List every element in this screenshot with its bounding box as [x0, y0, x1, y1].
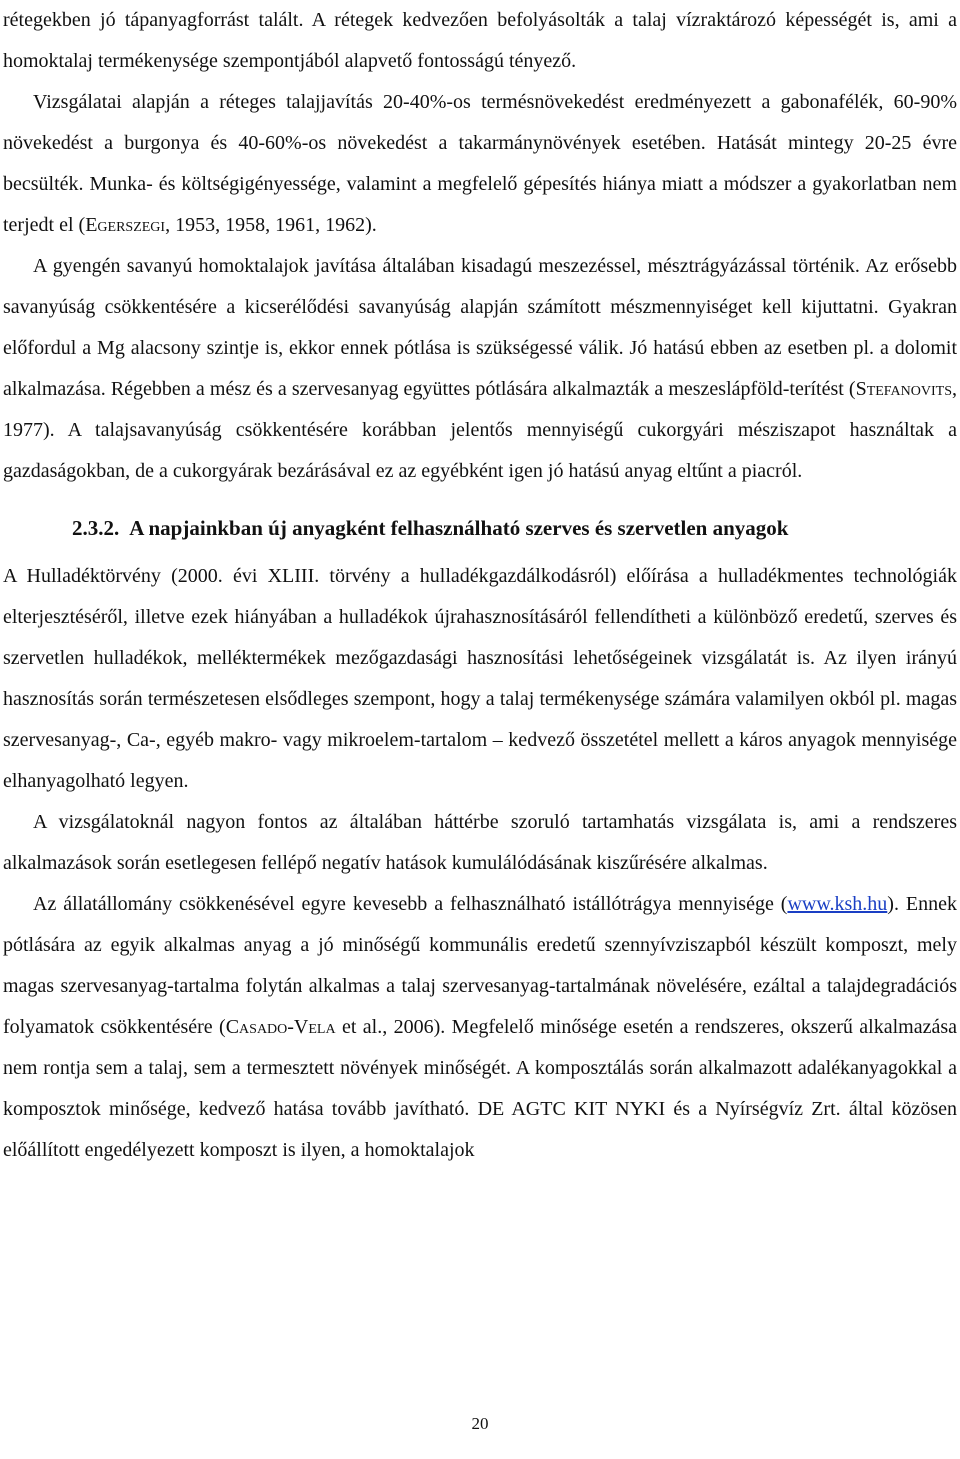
paragraph-6-text-end: et al., 2006). Megfelelő minősége esetén a rendszeres, okszerű alkalmazása nem rontja sem a talaj, sem a termesztett növények minőségét. A komposztálás során alkalmazott adalékanyagokkal a komposztok minősége, kedvező hatása tovább javítható. DE AGTC KIT NYKI és a Nyírségvíz Zrt. által közösen előállított engedélyezett komposzt is ilyen, a homoktalajok — [3, 1016, 957, 1161]
paragraph-2-text-end: , 1953, 1958, 1961, 1962). — [165, 214, 377, 236]
paragraph-3-text-end: , 1977). A talajsavanyúság csökkentésére korábban jelentős mennyiségű cukorgyári mésziszapot használtak a gazdaságokban, de a cukorgyárak bezárásával ez az egyébként igen jó hatású anyag eltűnt a piacról. — [3, 378, 957, 482]
section-title: A napjainkban új anyagként felhasználható szerves és szervetlen anyagok — [129, 516, 789, 540]
paragraph-6-text-mid: ). Ennek pótlására az egyik alkalmas anyag a jó minőségű kommunális eredetű szennyívziszapból készült komposzt, mely magas szervesanyag-tartalma folytán alkalmas a talaj szervesanyag-tartalmának növelésére, ezáltal a talajdegradációs folyamatok csökkentésére ( — [3, 893, 957, 1038]
paragraph-6 — [3, 884, 957, 1171]
paragraph-1 — [3, 0, 957, 82]
citation-author: Stefanovits — [855, 378, 952, 400]
paragraph-4 — [3, 556, 957, 802]
citation-author: Casado-Vela — [225, 1016, 336, 1038]
paragraph-2-text: Vizsgálatai alapján a réteges talajjavítás 20-40%-os termésnövekedést eredményezett a gabonafélék, 60-90% növekedést a burgonya és 40-60%-os növekedést a takarmánynövények esetében. Hatását mintegy 20-25 évre becsülték. Munka- és költségigényessége, valamint a megfelelő gépesítés hiánya miatt a módszer a gyakorlatban nem terjedt el ( — [3, 91, 957, 236]
citation-author: Egerszegi — [85, 214, 166, 236]
paragraph-5-text: A vizsgálatoknál nagyon fontos az általában háttérbe szoruló tartamhatás vizsgálata is, ami a rendszeres alkalmazások során esetlegesen fellépő negatív hatások kumulálódásának kiszűrésére alkalmas. — [3, 811, 957, 874]
paragraph-4-text: A Hulladéktörvény (2000. évi XLIII. törvény a hulladékgazdálkodásról) előírása a hulladékmentes technológiák elterjesztéséről, illetve ezek hiányában a hulladékok újrahasznosításáról fellendítheti a különböző eredetű, szerves és szervetlen hulladékok, melléktermékek mezőgazdasági hasznosítási lehetőségeinek vizsgálatát is. Az ilyen irányú hasznosítás során természetesen elsődleges szempont, hogy a talaj termékenysége számára valamilyen okból pl. magas szervesanyag-, Ca-, egyéb makro- vagy mikroelem-tartalom – kedvező összetétel mellett a káros anyagok mennyisége elhanyagolható legyen. — [3, 565, 957, 792]
ksh-link[interactable]: www.ksh.hu — [787, 893, 888, 915]
paragraph-6-text: Az állatállomány csökkenésével egyre kevesebb a felhasználható istállótrágya mennyisége ( — [33, 893, 788, 915]
paragraph-3 — [3, 246, 957, 492]
section-number: 2.3.2. — [72, 516, 120, 540]
section-heading — [3, 510, 957, 546]
paragraph-1-text: rétegekben jó tápanyagforrást talált. A rétegek kedvezően befolyásolták a talaj vízraktározó képességét is, ami a homoktalaj termékenysége szempontjából alapvető fontosságú tényező. — [3, 9, 957, 72]
paragraph-5 — [3, 802, 957, 884]
page-number: 20 — [471, 1414, 489, 1433]
paragraph-2 — [3, 82, 957, 246]
document-page — [3, 0, 957, 1171]
paragraph-3-text: A gyengén savanyú homoktalajok javítása általában kisadagú meszezéssel, mésztrágyázással történik. Az erősebb savanyúság csökkentésére a kicserélődési savanyúság alapján számított mészmennyiséget kell kijuttatni. Gyakran előfordul a Mg alacsony szintje is, ekkor ennek pótlása is szükségessé válik. Jó hatású ebben az esetben pl. a dolomit alkalmazása. Régebben a mész és a szervesanyag együttes pótlására alkalmazták a meszeslápföld-terítést ( — [3, 255, 957, 400]
